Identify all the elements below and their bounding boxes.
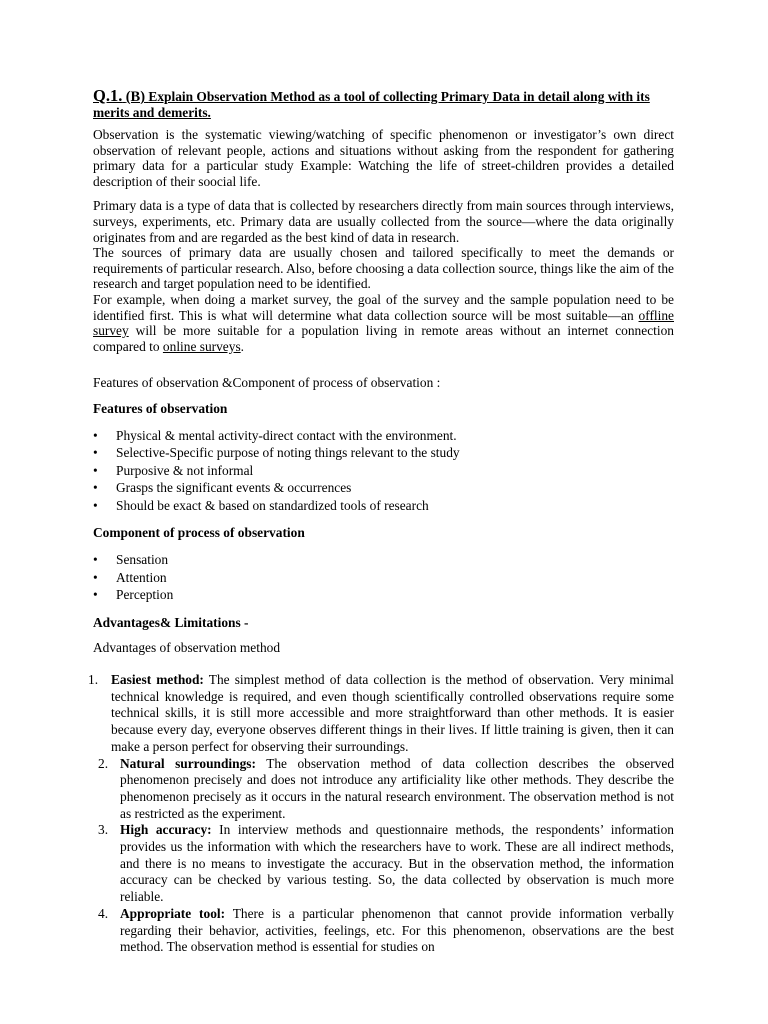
item-text: There is a particular phenomenon that cannot provide information verbally regarding their behavior, activities, feelings, etc. For this phenomenon, observations are the best method. The observation method is essential for studies on [120,905,674,955]
primary-paragraph-3 [93,292,674,354]
primary-p3-part-a: For example, when doing a market survey, the goal of the survey and the sample population need to be identified first. This is what will determine what data collection source will be most suitable—an [93,291,674,323]
list-item: • Perception [93,586,674,604]
advantages-subtitle: Advantages of observation method [93,640,281,656]
components-title: Component of process of observation [93,525,305,541]
item-number: 2. [98,755,109,771]
question-text: Explain Observation Method as a tool of collecting Primary Data in detail along with its merits and demerits. [93,89,650,120]
list-item: • Grasps the significant events & occurrences [93,479,674,497]
features-intro: Features of observation &Component of process of observation : [93,375,441,391]
primary-p3-part-c: . [240,338,245,354]
list-item [98,822,674,906]
primary-paragraph-2: The sources of primary data are usually chosen and tailored specifically to meet the demands or requirements of particular research. Also, before choosing a data collection source, things like the aim of the research and target population need to be identified. [93,245,674,292]
advantages-list [88,672,675,956]
item-number: 3. [98,822,109,838]
features-list [93,427,674,515]
document-content [88,86,675,956]
intro-paragraph: Observation is the systematic viewing/watching of specific phenomenon or investigator’s own direct observation of relevant people, actions and situations without asking from the respondent for gathering primary data for a particular study Example: Watching the life of street-children provides a detailed description of their soocial life. [93,127,674,189]
item-term: High accuracy: [120,822,212,838]
list-item [98,755,675,823]
question-part: (B) [125,89,146,105]
item-number: 4. [98,905,109,921]
list-item: • Should be exact & based on standardized tools of research [93,497,674,515]
primary-p3-part-b: will be more suitable for a population living in remote areas without an internet connection compared to [93,323,674,354]
advantages-title: Advantages& Limitations - [93,614,249,630]
components-list [93,551,674,604]
primary-paragraph-1: Primary data is a type of data that is collected by researchers directly from main sources through interviews, surveys, experiments, etc. Primary data are usually collected from the source—where the data originally originates from and are regarded as the best kind of data in research. [93,198,674,245]
question-heading [93,88,674,121]
list-item: • Attention [93,569,674,587]
list-item: • Purposive & not informal [93,462,674,480]
item-text: The observation method of data collection describes the observed phenomenon precisely and does not introduce any artificiality like other methods. They describe the phenomenon precisely as it occurs in the natural research environment. The observation method is not as restricted as the experiment. [120,755,675,821]
offline-survey-link[interactable]: offline survey [93,307,674,339]
item-number: 1. [88,672,99,688]
item-text: The simplest method of data collection is the method of observation. Very minimal technical knowledge is required, and even though scientifically controlled observations require some technical skills, it is still more accessible and more straightforward than other methods. It is easier because every day, everyone observes different things in their lives. If little training is given, then it can make a person perfect for observing their surroundings. [111,672,674,754]
item-term: Easiest method: [111,672,204,688]
features-title: Features of observation [93,400,228,416]
list-item: • Physical & mental activity-direct contact with the environment. [93,427,674,445]
list-item [88,672,674,756]
online-surveys-link[interactable]: online surveys [162,338,241,354]
item-term: Natural surroundings: [120,755,256,771]
list-item: • Selective-Specific purpose of noting things relevant to the study [93,444,674,462]
question-number: Q.1. [93,86,123,105]
item-text: In interview methods and questionnaire methods, the respondents’ information provides us the information with which the researchers have to work. These are all indirect methods, and there is no means to investigate the accuracy. But in the observation method, the information accuracy can be checked by various testing. So, the data collected by observation is much more reliable. [120,822,674,905]
list-item [98,905,674,956]
item-term: Appropriate tool: [120,905,226,921]
spacer [93,354,674,375]
list-item: • Sensation [93,551,674,569]
